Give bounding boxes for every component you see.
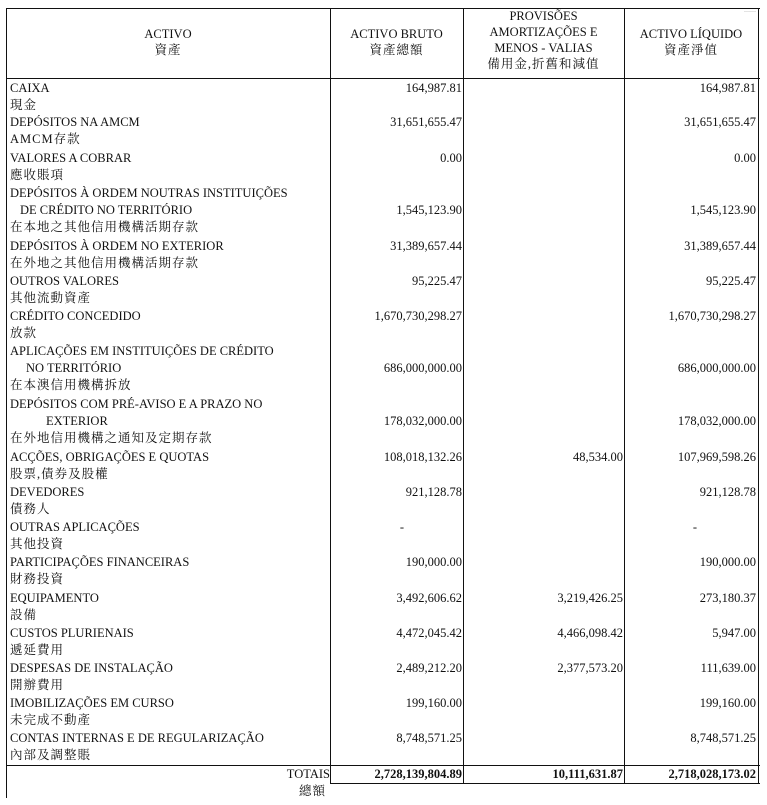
row-label-zh: AMCM存款 bbox=[10, 132, 81, 146]
row-label-pt: CRÉDITO CONCEDIDO bbox=[10, 309, 141, 323]
row-label-pt: VALORES A COBRAR bbox=[10, 151, 132, 165]
row-label-pt-continued: NO TERRITÓRIO bbox=[26, 361, 122, 375]
row-label-zh: 在外地信用機構之通知及定期存款 bbox=[10, 431, 213, 445]
row-label-zh: 在本澳信用機構拆放 bbox=[10, 378, 132, 392]
col-divider-bruto bbox=[463, 8, 464, 784]
totals-label: TOTAIS bbox=[286, 767, 330, 781]
row-label-pt: CAIXA bbox=[10, 81, 50, 95]
row-label-pt: CONTAS INTERNAS E DE REGULARIZAÇÃO bbox=[10, 731, 264, 745]
row-label-pt: IMOBILIZAÇÕES EM CURSO bbox=[10, 696, 174, 710]
header-activo-zh: 資產 bbox=[154, 43, 182, 57]
header-bruto-pt: ACTIVO BRUTO bbox=[350, 27, 443, 41]
row-label-zh: 開辦費用 bbox=[10, 678, 65, 692]
row-bruto-value: 8,748,571.25 bbox=[396, 731, 462, 745]
row-label-zh: 在外地之其他信用機構活期存款 bbox=[10, 256, 200, 270]
row-liquido-value: 1,670,730,298.27 bbox=[668, 309, 756, 323]
row-label-zh: 現金 bbox=[10, 98, 38, 112]
header-provisoes-zh: 備用金,折舊和減值 bbox=[487, 57, 600, 71]
row-label-pt: ACÇÕES, OBRIGAÇÕES E QUOTAS bbox=[10, 450, 210, 464]
totals-liquido: 2,718,028,173.02 bbox=[668, 767, 756, 781]
header-liquido-zh: 資產淨值 bbox=[663, 43, 718, 57]
row-bruto-value: 0.00 bbox=[440, 151, 462, 165]
row-liquido-value: 5,947.00 bbox=[712, 626, 756, 640]
row-bruto-value: 95,225.47 bbox=[412, 274, 462, 288]
row-liquido-value: - bbox=[692, 520, 697, 534]
row-bruto-value: 4,472,045.42 bbox=[396, 626, 462, 640]
row-label-zh: 未完成不動產 bbox=[10, 713, 92, 727]
row-label-pt: DEPÓSITOS COM PRÉ-AVISO E A PRAZO NO bbox=[10, 397, 263, 411]
row-label-pt: APLICAÇÕES EM INSTITUIÇÕES DE CRÉDITO bbox=[10, 344, 274, 358]
row-bruto-value: 2,489,212.20 bbox=[396, 661, 462, 675]
row-provisoes-value: 48,534.00 bbox=[573, 450, 623, 464]
header-activo-liquido bbox=[624, 26, 758, 58]
totals-label-zh: 總額 bbox=[298, 784, 326, 798]
row-bruto-value: 686,000,000.00 bbox=[383, 361, 462, 375]
row-bruto-value: 1,670,730,298.27 bbox=[374, 309, 462, 323]
corner-mark: …… bbox=[744, 8, 756, 14]
row-label-pt-continued: EXTERIOR bbox=[46, 414, 108, 428]
row-liquido-value: 31,389,657.44 bbox=[684, 239, 756, 253]
header-provisoes-line2: AMORTIZAÇÕES E bbox=[489, 25, 598, 39]
col-divider-left bbox=[6, 8, 7, 798]
row-label-zh: 應收賬項 bbox=[10, 168, 65, 182]
row-bruto-value: 190,000.00 bbox=[405, 555, 462, 569]
row-provisoes-value: 2,377,573.20 bbox=[557, 661, 623, 675]
col-divider-right bbox=[758, 8, 759, 784]
row-bruto-value: 108,018,132.26 bbox=[383, 450, 462, 464]
row-liquido-value: 178,032,000.00 bbox=[677, 414, 756, 428]
table-bottom-border bbox=[330, 783, 760, 784]
row-liquido-value: 164,987.81 bbox=[699, 81, 756, 95]
row-label-zh: 在本地之其他信用機構活期存款 bbox=[10, 220, 200, 234]
row-label-zh: 其他投資 bbox=[10, 537, 65, 551]
row-bruto-value: 199,160.00 bbox=[405, 696, 462, 710]
row-bruto-value: 921,128.78 bbox=[405, 485, 462, 499]
header-bottom-border bbox=[6, 78, 760, 79]
row-bruto-value: 1,545,123.90 bbox=[396, 203, 462, 217]
row-liquido-value: 273,180.37 bbox=[699, 591, 756, 605]
header-activo bbox=[6, 26, 330, 58]
row-label-pt: PARTICIPAÇÕES FINANCEIRAS bbox=[10, 555, 190, 569]
row-liquido-value: 8,748,571.25 bbox=[690, 731, 756, 745]
row-label-pt-continued: DE CRÉDITO NO TERRITÓRIO bbox=[20, 203, 193, 217]
table-top-border bbox=[6, 8, 760, 9]
row-label-zh: 其他流動資產 bbox=[10, 291, 92, 305]
row-liquido-value: 921,128.78 bbox=[699, 485, 756, 499]
row-liquido-value: 190,000.00 bbox=[699, 555, 756, 569]
row-label-pt: DEPÓSITOS NA AMCM bbox=[10, 115, 140, 129]
row-provisoes-value: 4,466,098.42 bbox=[557, 626, 623, 640]
totals-provisoes: 10,111,631.87 bbox=[552, 767, 623, 781]
header-provisoes bbox=[463, 8, 624, 72]
balance-sheet-table bbox=[6, 8, 760, 798]
row-liquido-value: 199,160.00 bbox=[699, 696, 756, 710]
row-liquido-value: 1,545,123.90 bbox=[690, 203, 756, 217]
row-bruto-value: - bbox=[399, 520, 404, 534]
row-label-pt: DESPESAS DE INSTALAÇÃO bbox=[10, 661, 173, 675]
row-liquido-value: 107,969,598.26 bbox=[677, 450, 756, 464]
row-liquido-value: 686,000,000.00 bbox=[677, 361, 756, 375]
row-label-pt: DEPÓSITOS À ORDEM NOUTRAS INSTITUIÇÕES bbox=[10, 186, 288, 200]
row-label-zh: 財務投資 bbox=[10, 572, 65, 586]
row-provisoes-value: 3,219,426.25 bbox=[557, 591, 623, 605]
row-liquido-value: 31,651,655.47 bbox=[684, 115, 756, 129]
header-activo-pt: ACTIVO bbox=[144, 27, 192, 41]
row-label-zh: 遞延費用 bbox=[10, 643, 65, 657]
totals-bruto: 2,728,139,804.89 bbox=[374, 767, 462, 781]
row-label-pt: OUTRAS APLICAÇÕES bbox=[10, 520, 140, 534]
row-bruto-value: 3,492,606.62 bbox=[396, 591, 462, 605]
header-provisoes-line3: MENOS - VALIAS bbox=[494, 41, 593, 55]
header-provisoes-line1: PROVISÕES bbox=[509, 9, 578, 23]
row-label-zh: 債務人 bbox=[10, 502, 51, 516]
row-label-zh: 內部及調整賬 bbox=[10, 748, 92, 762]
row-label-zh: 股票,債券及股權 bbox=[10, 467, 109, 481]
row-label-zh: 設備 bbox=[10, 608, 38, 622]
row-label-pt: DEPÓSITOS À ORDEM NO EXTERIOR bbox=[10, 239, 224, 253]
row-bruto-value: 31,389,657.44 bbox=[390, 239, 462, 253]
row-label-zh: 放款 bbox=[10, 326, 38, 340]
header-activo-bruto bbox=[330, 26, 463, 58]
row-bruto-value: 164,987.81 bbox=[405, 81, 462, 95]
row-liquido-value: 95,225.47 bbox=[706, 274, 756, 288]
row-bruto-value: 31,651,655.47 bbox=[390, 115, 462, 129]
row-liquido-value: 111,639.00 bbox=[700, 661, 756, 675]
row-bruto-value: 178,032,000.00 bbox=[383, 414, 462, 428]
row-label-pt: DEVEDORES bbox=[10, 485, 85, 499]
row-label-pt: EQUIPAMENTO bbox=[10, 591, 99, 605]
header-bruto-zh: 資產總額 bbox=[369, 43, 424, 57]
row-liquido-value: 0.00 bbox=[734, 151, 756, 165]
header-liquido-pt: ACTIVO LÍQUIDO bbox=[639, 27, 743, 41]
row-label-pt: OUTROS VALORES bbox=[10, 274, 119, 288]
col-divider-activo bbox=[330, 8, 331, 784]
col-divider-provisoes bbox=[624, 8, 625, 784]
row-label-pt: CUSTOS PLURIENAIS bbox=[10, 626, 134, 640]
